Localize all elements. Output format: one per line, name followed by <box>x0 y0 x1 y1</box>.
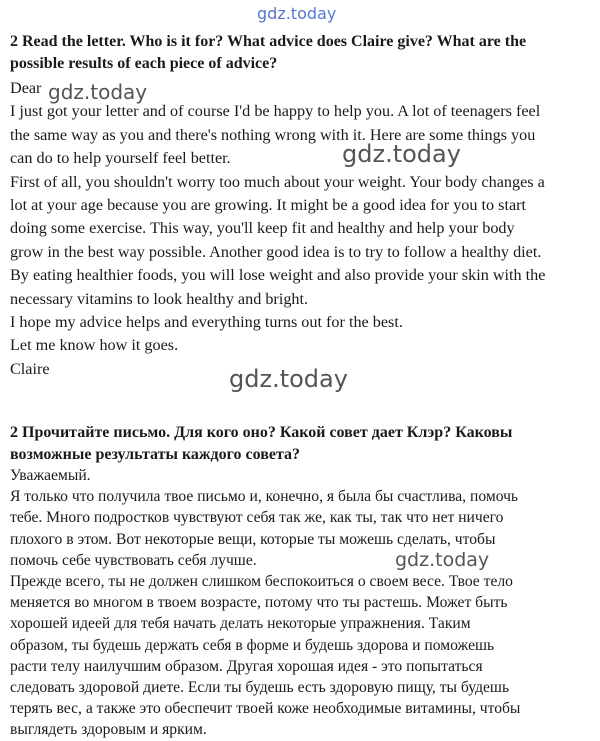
letter-greeting: Dear <box>10 79 42 97</box>
heading-line: 2 Прочитайте письмо. Для кого оно? Какой совет дает Клэр? Каковы <box>10 424 513 441</box>
letter-line: I just got your letter and of course I'd be happy to help you. A lot of teenagers feel <box>10 102 541 121</box>
english-task-heading <box>10 31 595 75</box>
translation-line: меняется во многом в твоем возрасте, потому что ты растешь. Может быть <box>10 594 508 612</box>
letter-line: Let me know how it goes. <box>10 336 179 355</box>
letter-line: grow in the best way possible. Another good idea is to try to follow a healthy diet. <box>10 242 542 261</box>
letter-line: can do to help yourself feel better. <box>10 149 231 168</box>
letter-line: I hope my advice helps and everything turns out for the best. <box>10 313 403 332</box>
letter-line: First of all, you shouldn't worry too much about your weight. Your body changes a <box>10 172 545 191</box>
translation-line: Я только что получила твое письмо и, конечно, я была бы счастлива, помочь <box>10 488 519 506</box>
translation-line: хорошей идеей для тебя начать делать некоторые упражнения. Таким <box>10 615 471 633</box>
translation-line: расти телу наилучшим образом. Другая хорошая идея - это попытаться <box>10 657 483 675</box>
translation-line: помочь себе чувствовать себя лучше. <box>10 551 257 569</box>
letter-line: lot at your age because you are growing. It might be a good idea for you to start <box>10 196 527 215</box>
watermark: gdz.today <box>48 80 148 104</box>
watermark: gdz.today <box>229 365 348 393</box>
heading-line: possible results of each piece of advice? <box>10 55 278 72</box>
translation-line: следовать здоровой диете. Если ты будешь есть здоровую пищу, ты будешь <box>10 679 510 697</box>
translation-greeting: Уважаемый. <box>10 467 91 484</box>
watermark-top: gdz.today <box>257 4 337 23</box>
translation-line: терять вес, а также это обеспечит твоей коже необходимые витамины, чтобы <box>10 700 521 718</box>
watermark: gdz.today <box>395 549 490 571</box>
russian-translation <box>10 465 595 741</box>
letter-line: doing some exercise. This way, you'll keep fit and healthy and help your body <box>10 219 515 238</box>
english-letter <box>10 77 595 381</box>
translation-line: выглядеть здоровым и ярким. <box>10 721 207 739</box>
translation-line: Прежде всего, ты не должен слишком беспокоиться о своем весе. Твое тело <box>10 573 513 591</box>
russian-task-heading <box>10 422 595 466</box>
translation-line: плохого в этом. Вот некоторые вещи, которые ты можешь сделать, чтобы <box>10 530 496 548</box>
translation-line: тебе. Много подростков чувствуют себя так же, как ты, так что нет ничего <box>10 509 504 527</box>
translation-line: образом, ты будешь держать себя в форме и будешь здорова и поможешь <box>10 636 495 654</box>
watermark: gdz.today <box>342 140 461 168</box>
heading-line: 2 Read the letter. Who is it for? What advice does Claire give? What are the <box>10 33 527 50</box>
letter-line: By eating healthier foods, you will lose weight and also provide your skin with the <box>10 266 546 285</box>
letter-signature: Claire <box>10 359 50 378</box>
letter-line: necessary vitamins to look healthy and bright. <box>10 289 309 308</box>
heading-line: возможные результаты каждого совета? <box>10 446 300 463</box>
letter-line: the same way as you and there's nothing wrong with it. Here are some things you <box>10 125 536 144</box>
